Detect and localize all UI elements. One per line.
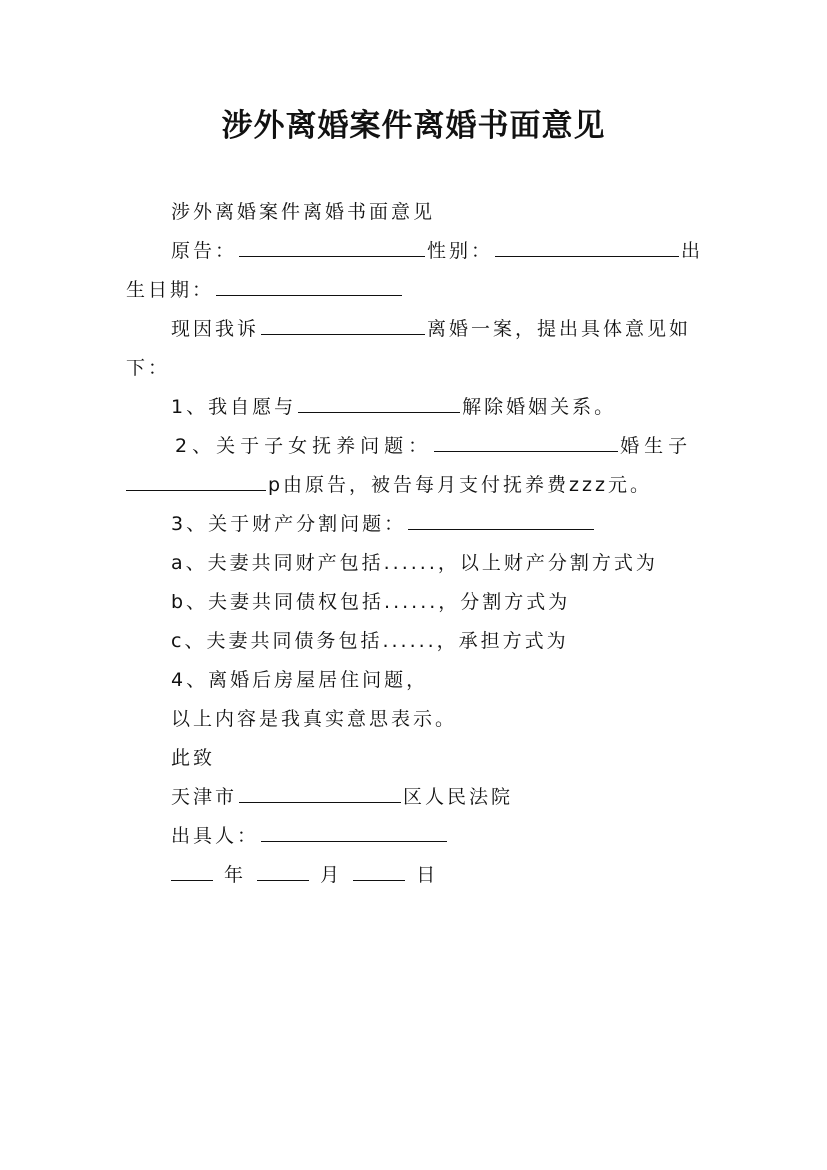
court-blank — [239, 784, 401, 803]
greeting-line — [171, 744, 215, 772]
year-blank — [171, 862, 213, 881]
day-label: 日 — [416, 864, 439, 886]
item2-cont-blank — [126, 472, 266, 491]
birth-tail: 出 — [681, 240, 704, 262]
item2-prefix: 2、关于子女抚养问题： — [175, 435, 433, 457]
item4-text: 4、离婚后房屋居住问题， — [171, 669, 429, 691]
court-prefix: 天津市 — [171, 786, 238, 808]
month-blank — [257, 862, 309, 881]
date-line — [171, 861, 438, 889]
document-title: 涉外离婚案件离婚书面意见 — [221, 108, 606, 144]
signer-label: 出具人： — [171, 825, 260, 847]
signer-line — [171, 822, 449, 850]
sue-blank — [261, 316, 425, 335]
day-blank — [353, 862, 405, 881]
birth-line — [126, 276, 404, 304]
sue-tail-line — [126, 354, 170, 382]
item3-line — [171, 510, 596, 538]
item3c-line — [171, 627, 569, 655]
subtitle — [171, 198, 435, 226]
month-label: 月 — [320, 864, 343, 886]
item2-blank — [434, 433, 618, 452]
item1-prefix: 1、我自愿与 — [171, 396, 297, 418]
item2-suffix: 婚生子 — [620, 435, 693, 457]
court-suffix: 区人民法院 — [403, 786, 514, 808]
plaintiff-blank — [239, 238, 425, 257]
item4-line — [171, 666, 428, 694]
item3-text: 3、关于财产分割问题： — [171, 513, 407, 535]
item3a-text: a、夫妻共同财产包括......，以上财产分割方式为 — [171, 552, 658, 574]
item3b-text: b、夫妻共同债权包括......，分割方式为 — [171, 591, 571, 613]
court-line — [171, 783, 513, 811]
subtitle-text: 涉外离婚案件离婚书面意见 — [171, 201, 436, 223]
statement-line — [171, 705, 457, 733]
item3b-line — [171, 588, 570, 616]
item3-blank — [408, 511, 594, 530]
item3a-line — [171, 549, 658, 577]
item2-cont-line — [126, 471, 652, 499]
birth-blank — [216, 277, 402, 296]
item2-line — [175, 432, 692, 460]
gender-label: 性别： — [427, 240, 494, 262]
item1-suffix: 解除婚姻关系。 — [462, 396, 617, 418]
sue-suffix: 离婚一案，提出具体意见如 — [427, 318, 692, 340]
sue-prefix: 现因我诉 — [171, 318, 260, 340]
sue-line — [171, 315, 691, 343]
birth-label: 生日期： — [126, 279, 215, 301]
item2-cont: p由原告，被告每月支付抚养费zzz元。 — [268, 474, 652, 496]
gender-blank — [495, 238, 679, 257]
item1-line — [171, 393, 616, 421]
item3c-text: c、夫妻共同债务包括......，承担方式为 — [171, 630, 569, 652]
year-label: 年 — [224, 864, 247, 886]
plaintiff-line — [171, 237, 703, 265]
greeting-text: 此致 — [171, 747, 216, 769]
statement-text: 以上内容是我真实意思表示。 — [171, 708, 458, 730]
plaintiff-label: 原告： — [171, 240, 238, 262]
item1-blank — [298, 394, 460, 413]
sue-tail: 下： — [126, 357, 171, 379]
signer-blank — [261, 823, 447, 842]
